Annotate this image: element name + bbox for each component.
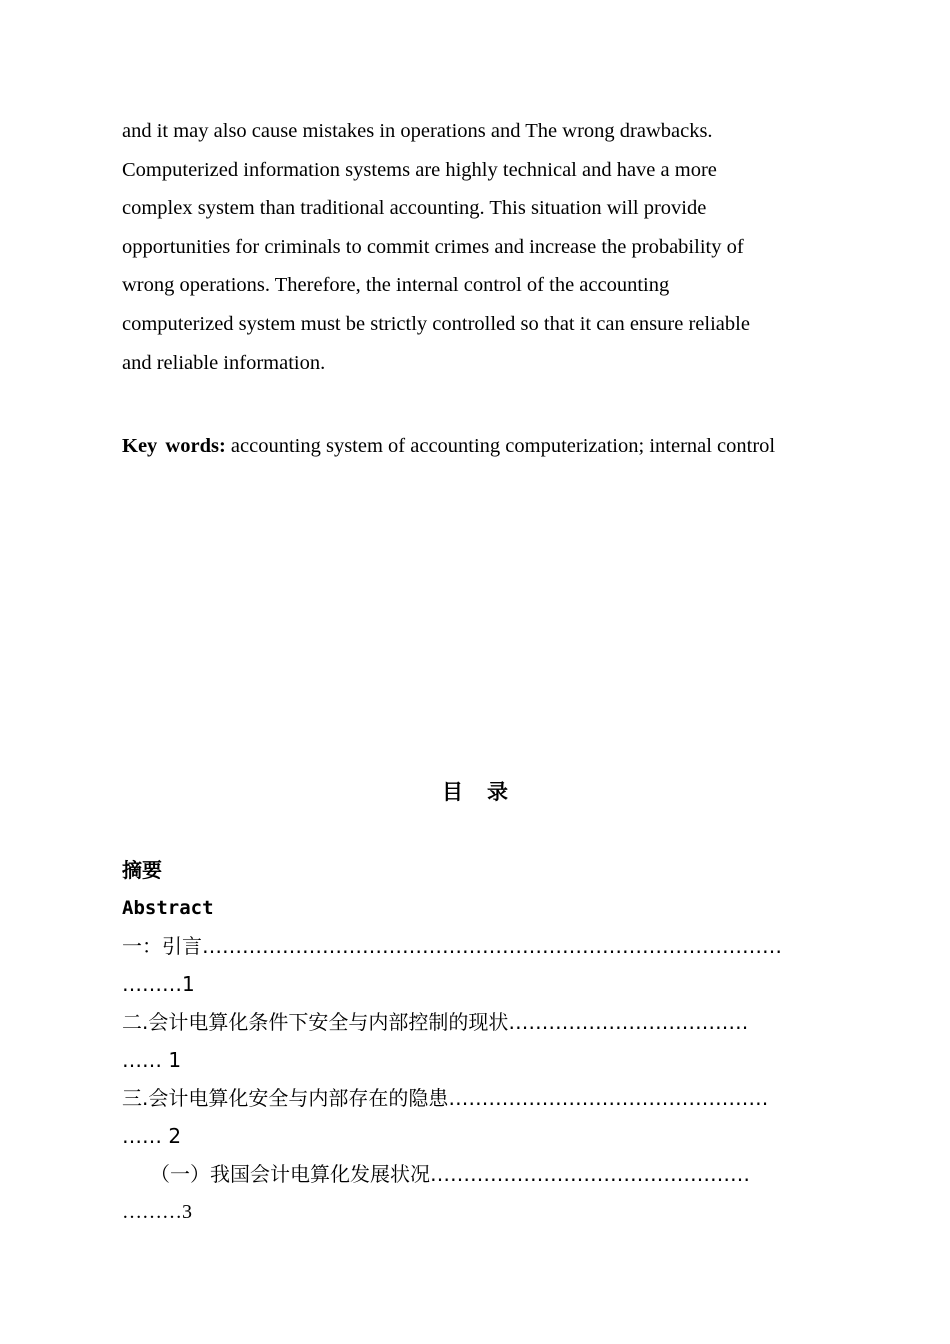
- toc-entry-section-3[interactable]: 三.会计电算化安全与内部存在的隐患…………………………………………: [122, 1086, 769, 1110]
- keywords-paragraph: [122, 433, 827, 459]
- toc-entry-abstract-cn[interactable]: 摘要: [122, 858, 162, 882]
- toc-entry-abstract-en[interactable]: Abstract: [122, 897, 214, 919]
- toc-entry-section-2-page: …… 1: [122, 1048, 182, 1072]
- abstract-line: computerized system must be strictly controlled so that it can ensure reliable: [122, 312, 750, 335]
- abstract-line: opportunities for criminals to commit crimes and increase the probability of: [122, 235, 744, 258]
- abstract-line: and reliable information.: [122, 351, 326, 374]
- abstract-english-text: [122, 112, 827, 382]
- toc-entry-introduction[interactable]: 一：引言……………………………………………………………………………: [122, 934, 782, 958]
- toc-entry-section-3-1[interactable]: （一）我国会计电算化发展状况…………………………………………: [150, 1162, 750, 1186]
- table-of-contents: [122, 851, 827, 1231]
- abstract-line: complex system than traditional accounting. This situation will provide: [122, 197, 707, 220]
- toc-entry-section-2[interactable]: 二.会计电算化条件下安全与内部控制的现状………………………………: [122, 1010, 749, 1034]
- abstract-line: and it may also cause mistakes in operations and The wrong drawbacks.: [122, 120, 713, 142]
- keywords-label: Key words:: [122, 435, 226, 457]
- toc-entry-section-3-page: …… 2: [122, 1124, 182, 1148]
- toc-title: 目录: [442, 780, 532, 804]
- toc-entry-introduction-page: ………1: [122, 972, 195, 996]
- abstract-line: wrong operations. Therefore, the internal control of the accounting: [122, 274, 670, 297]
- toc-entry-section-3-1-page: ………3: [122, 1201, 192, 1223]
- abstract-line: Computerized information systems are highly technical and have a more: [122, 158, 717, 181]
- keywords-text: accounting system of accounting computerization; internal control: [230, 435, 776, 457]
